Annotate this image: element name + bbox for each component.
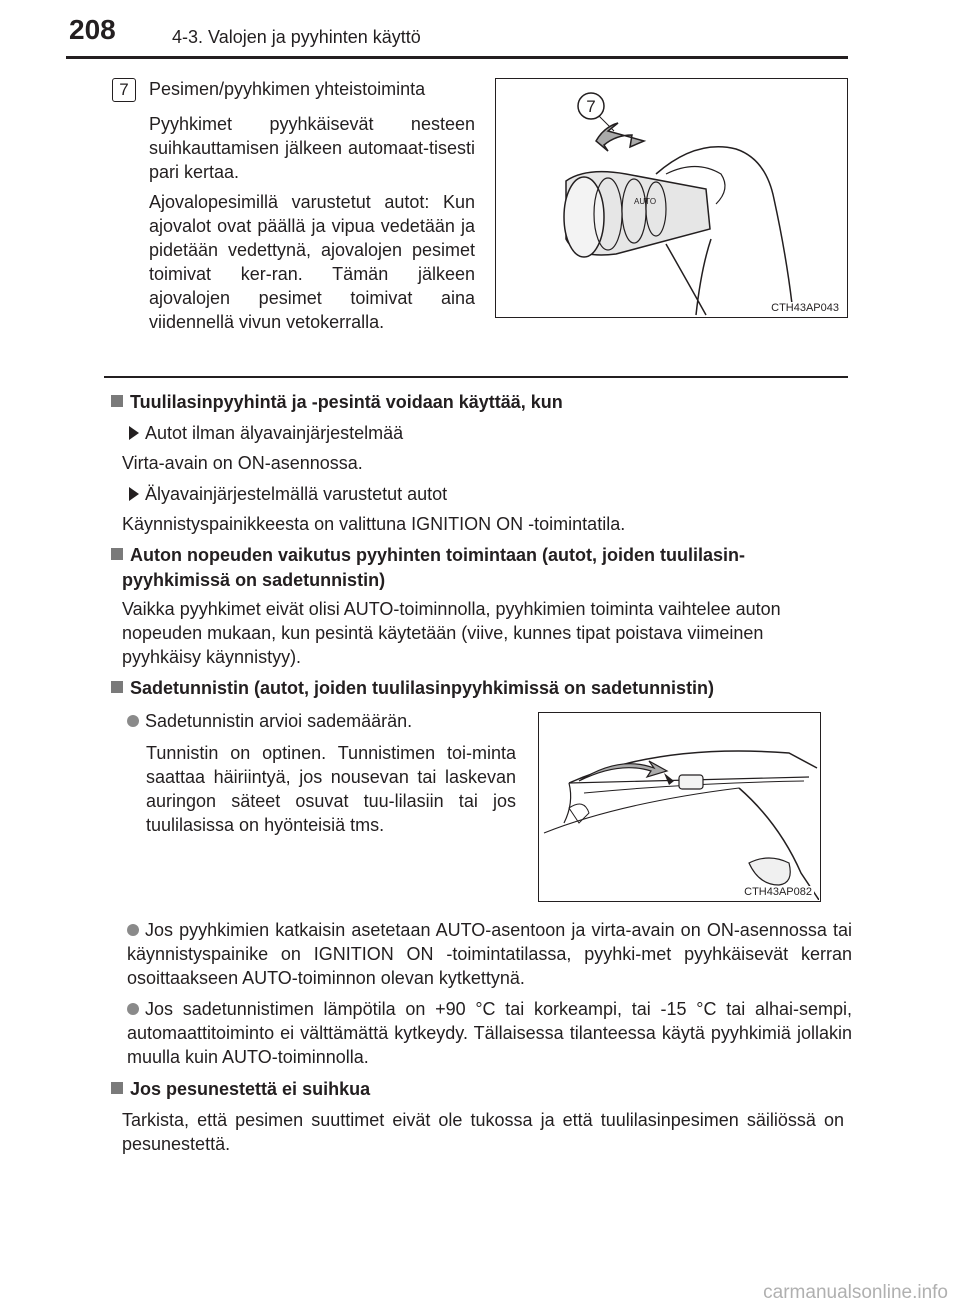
windshield-edge [564,783,571,823]
subheading: Autot ilman älyavainjärjestelmää [129,421,829,445]
watermark: carmanualsonline.info [763,1282,948,1303]
body-text: Käynnistyspainikkeesta on valittuna IGNITION ON -toimintatila. [122,514,626,534]
square-bullet-icon [111,1082,123,1094]
bullet-item: Jos sadetunnistimen lämpötila on +90 °C tai korkeampi, tai -15 °C tai alhai-sempi, automaattitoiminto ei välttämättä kytkeydy. Tällaisessa tilanteessa käytä pyyhkimiä jollakin muulla kuin AUTO-toiminnolla. [127,999,852,1067]
section-heading: Jos pesunestettä ei suihkua [111,1077,856,1102]
section-heading-continued: pyyhkimissä on sadetunnistin) [122,570,386,590]
section-heading: Auton nopeuden vaikutus pyyhinten toimintaan (autot, joiden tuulilasin- [111,543,856,568]
bullet-item: Jos pyyhkimien katkaisin asetetaan AUTO-asentoon ja virta-avain on ON-asennossa tai käynnistyspainike on IGNITION ON -toimintatilassa, pyyhki-met pyyhkäisevät kerran osoittaakseen AUTO-toiminnon olevan kytkettynä. [127,920,852,988]
section-heading: Sadetunnistin (autot, joiden tuulilasinpyyhkimissä on sadetunnistin) [111,676,856,701]
round-bullet-icon [127,1003,139,1015]
body-text: Vaikka pyyhkimet eivät olisi AUTO-toiminnolla, pyyhkimien toiminta vaihtelee auton nopeuden mukaan, kun pesintä käytetään (viive, kunnes tipat poistava viimeinen pyyhkäisy käynnistyy). [122,599,781,667]
round-bullet-icon [127,924,139,936]
item-paragraph-1: Pyyhkimet pyyhkäisevät nesteen suihkauttamisen jälkeen automaat-tisesti pari kertaa. [149,114,475,182]
callout-number: 7 [586,97,596,116]
round-bullet-icon [127,715,139,727]
triangle-bullet-icon [129,426,139,440]
square-bullet-icon [111,548,123,560]
lever-illustration [495,78,848,318]
section-rule [104,376,848,378]
item-paragraph-2: Ajovalopesimillä varustetut autot: Kun ajovalot ovat päällä ja vipua vedetään ja pidetään vedettynä, ajovalojen pesimet toimivat ker-ran. Tämän jälkeen ajovalojen pesimet toimivat aina viidennellä vivun vetokerralla. [149,192,475,332]
bullet-detail: Tunnistin on optinen. Tunnistimen toi-minta saattaa häiriintyä, jos nousevan tai laskevan auringon säteet osuvat tuu-lilasiin tai jos tuulilasissa on hyönteisiä tms. [146,743,516,835]
square-bullet-icon [111,681,123,693]
item-number-badge: 7 [112,78,136,102]
lever-drawing [496,79,846,316]
square-bullet-icon [111,395,123,407]
triangle-bullet-icon [129,487,139,501]
header-rule [66,56,848,59]
sensor-housing [679,775,703,789]
chapter-title: 4-3. Valojen ja pyyhinten käyttö [172,27,421,47]
bullet-item: Sadetunnistin arvioi sademäärän. [127,709,507,733]
item-title: Pesimen/pyyhkimen yhteistoiminta [149,79,426,99]
pull-arrow [596,123,644,151]
figure-code: CTH43AP082 [744,886,812,898]
svg-text:AUTO: AUTO [634,197,657,206]
windshield-drawing [539,713,819,900]
section-heading: Tuulilasinpyyhintä ja -pesintä voidaan käyttää, kun [111,390,851,415]
body-text: Virta-avain on ON-asennossa. [122,453,363,473]
subheading: Älyavainjärjestelmällä varustetut autot [129,482,829,506]
figure-code: CTH43AP043 [771,302,839,314]
pointer-arrow [579,761,667,781]
windshield-illustration [538,712,821,902]
body-text: Tarkista, että pesimen suuttimet eivät ole tukossa ja että tuulilasinpesimen säiliössä on pesunestettä. [122,1110,844,1154]
page-number: 208 [69,14,116,45]
